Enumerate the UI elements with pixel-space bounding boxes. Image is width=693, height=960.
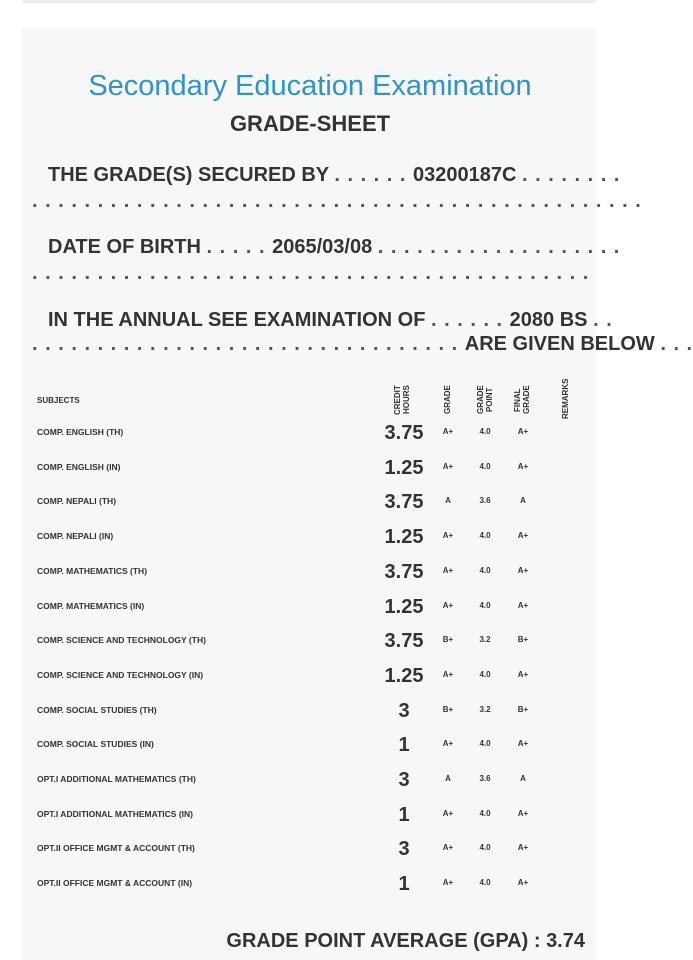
table-row [0, 804, 620, 824]
final-grade-cell: A+ [517, 565, 529, 575]
header-credit-hours: CREDIT HOURS [393, 385, 411, 415]
grade-cell: A [445, 496, 451, 506]
final-grade-cell: A+ [517, 739, 529, 749]
subject-cell: COMP. SCIENCE AND TECHNOLOGY (TH) [37, 635, 206, 646]
credit-hours-cell: 3 [398, 699, 410, 722]
final-grade-cell: A+ [517, 843, 529, 853]
table-row [0, 769, 620, 789]
grade-point-cell: 4.0 [479, 461, 491, 471]
subject-cell: COMP. SCIENCE AND TECHNOLOGY (IN) [37, 669, 204, 680]
header-remarks: REMARKS [561, 378, 570, 420]
subject-cell: COMP. NEPALI (TH) [37, 496, 117, 507]
header-grade: GRADE [443, 385, 452, 414]
sheet-title: GRADE-SHEET [229, 111, 391, 136]
top-divider [22, 0, 596, 3]
final-grade-cell: A+ [517, 808, 529, 818]
credit-hours-cell: 1.25 [384, 456, 424, 479]
credit-hours-cell: 3.75 [384, 491, 424, 514]
grade-point-cell: 3.6 [479, 774, 491, 783]
grade-cell: A+ [442, 600, 454, 610]
credit-hours-cell: 1.25 [384, 526, 424, 549]
grade-cell: B+ [442, 635, 454, 645]
table-row [0, 491, 620, 514]
subject-cell: OPT.I ADDITIONAL MATHEMATICS (TH) [37, 774, 196, 784]
subject-cell: COMP. ENGLISH (TH) [37, 427, 124, 437]
final-grade-cell: B+ [517, 704, 529, 714]
subject-cell: OPT.II OFFICE MGMT & ACCOUNT (IN) [37, 878, 193, 889]
table-row [0, 422, 620, 442]
table-row [0, 665, 620, 685]
header-grade-point: GRADE POINT [476, 385, 494, 414]
given-below-line: . . . . . . . . . . . . . . . . . . . . . . . . . . . . . . . . . ARE GIVEN BELOW . . . [32, 333, 693, 355]
gpa-value: 3.74 [546, 930, 585, 952]
table-row [0, 561, 620, 581]
date-of-birth: 2065/03/08 [272, 236, 373, 258]
credit-hours-cell: 1 [398, 734, 410, 757]
grade-point-cell: 4.0 [479, 843, 491, 853]
credit-hours-cell: 1 [398, 803, 410, 826]
grade-cell: A+ [442, 565, 454, 575]
table-row [0, 734, 620, 757]
table-row [0, 457, 620, 477]
grade-point-cell: 3.2 [479, 704, 491, 714]
table-row [0, 873, 620, 896]
grade-cell: A+ [442, 808, 454, 818]
given-below-text: ARE GIVEN BELOW [464, 333, 655, 355]
symbol-number: 03200187C [413, 164, 517, 186]
subject-cell: COMP. NEPALI (IN) [37, 531, 114, 542]
final-grade-cell: A+ [517, 531, 529, 541]
subject-cell: COMP. SOCIAL STUDIES (IN) [37, 739, 154, 750]
grade-point-cell: 4.0 [479, 531, 491, 541]
grade-point-cell: 4.0 [479, 878, 491, 888]
exam-line: IN THE ANNUAL SEE EXAMINATION OF . . . . . . 2080 BS . . [48, 309, 613, 331]
gpa-line [226, 930, 585, 953]
dotted-filler: . . . . . . . . . . . . . . . . . . . . . . . . . . . . . . . . . . . . . . . . . . . . . . . [32, 190, 642, 212]
grade-point-cell: 4.0 [479, 565, 491, 575]
header-subjects: SUBJECTS [37, 396, 80, 405]
final-grade-cell: A+ [517, 669, 529, 679]
credit-hours-cell: 3 [398, 838, 410, 861]
grade-cell: A+ [442, 739, 454, 749]
final-grade-cell: A [520, 774, 526, 783]
gpa-label: GRADE POINT AVERAGE (GPA) : [226, 930, 541, 952]
exam-title: Secondary Education Examination [88, 70, 532, 102]
exam-label: IN THE ANNUAL SEE EXAMINATION OF [48, 309, 426, 331]
grade-cell: A+ [442, 531, 454, 541]
credit-hours-cell: 3 [398, 769, 410, 791]
grade-point-cell: 4.0 [479, 669, 491, 679]
grade-point-cell: 4.0 [479, 427, 491, 436]
final-grade-cell: B+ [517, 635, 529, 645]
final-grade-cell: A+ [517, 461, 529, 471]
table-row [0, 838, 620, 861]
grade-cell: A+ [442, 843, 454, 853]
subject-cell: COMP. ENGLISH (IN) [37, 461, 121, 472]
grade-cell: A+ [442, 461, 454, 471]
grade-cell: A [445, 774, 451, 783]
exam-year: 2080 BS [509, 309, 588, 331]
table-row [0, 596, 620, 616]
secured-by-line: THE GRADE(S) SECURED BY . . . . . . 03200187C . . . . . . . . [48, 164, 621, 186]
credit-hours-cell: 1.25 [384, 664, 424, 687]
table-row [0, 630, 620, 653]
table-row [0, 700, 620, 720]
grade-cell: B+ [442, 704, 454, 714]
secured-by-label: THE GRADE(S) SECURED BY [48, 164, 329, 186]
grade-cell: A+ [442, 878, 454, 888]
dotted-filler: . . . . . . . . . . . . . . . . . . . . . . . . . . . . . . . . . . . . . . . . . . . [32, 262, 590, 284]
table-row [0, 526, 620, 549]
credit-hours-cell: 1 [398, 873, 410, 896]
credit-hours-cell: 3.75 [384, 630, 424, 653]
dob-line: DATE OF BIRTH . . . . . 2065/03/08 . . . . . . . . . . . . . . . . . . . [48, 236, 621, 258]
subject-cell: OPT.II OFFICE MGMT & ACCOUNT (TH) [37, 843, 195, 854]
final-grade-cell: A+ [517, 427, 529, 436]
final-grade-cell: A+ [517, 878, 529, 888]
grade-cell: A+ [442, 427, 454, 436]
grade-point-cell: 4.0 [479, 808, 491, 818]
subject-cell: OPT.I ADDITIONAL MATHEMATICS (IN) [37, 808, 193, 819]
header-final-grade: FINAL GRADE [513, 385, 531, 414]
credit-hours-cell: 3.75 [384, 560, 424, 583]
grade-point-cell: 4.0 [479, 600, 491, 610]
grade-cell: A+ [442, 669, 454, 679]
final-grade-cell: A [520, 496, 526, 506]
final-grade-cell: A+ [517, 600, 529, 610]
credit-hours-cell: 3.75 [384, 422, 424, 444]
credit-hours-cell: 1.25 [384, 595, 424, 618]
grade-point-cell: 3.2 [479, 635, 491, 645]
subject-cell: COMP. MATHEMATICS (IN) [37, 600, 145, 611]
dob-label: DATE OF BIRTH [48, 236, 201, 258]
subject-cell: COMP. SOCIAL STUDIES (TH) [37, 704, 157, 715]
grade-point-cell: 4.0 [479, 739, 491, 749]
grade-point-cell: 3.6 [479, 496, 491, 506]
subject-cell: COMP. MATHEMATICS (TH) [37, 565, 148, 576]
